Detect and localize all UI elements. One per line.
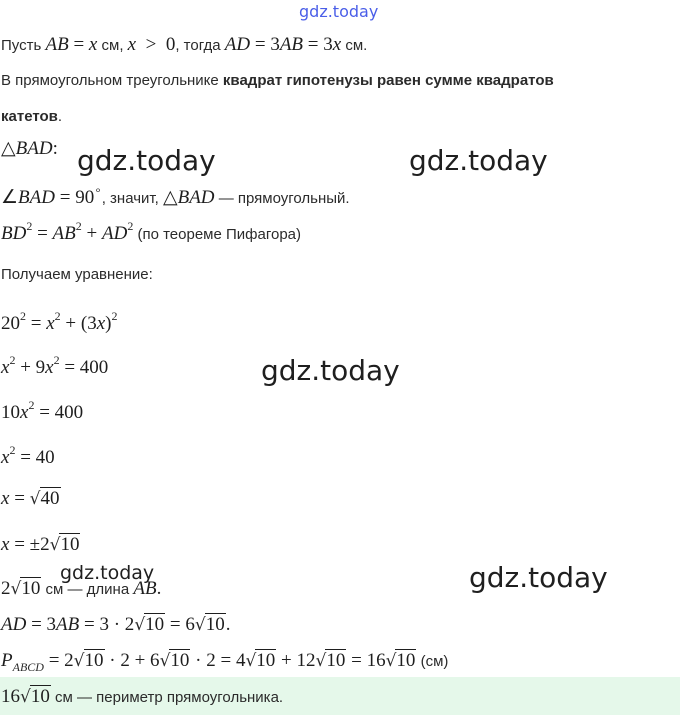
equation-2: $x^2 + 9x^2 = 400$ bbox=[1, 353, 109, 378]
watermark: gdz.today bbox=[60, 562, 155, 584]
equation-4: $x^2 = 40$ bbox=[1, 443, 55, 468]
answer-line: 16√10 см — периметр прямоугольника. bbox=[1, 686, 284, 707]
equation-1: $20^2 = x^2 + (3x)^2$ bbox=[1, 309, 118, 334]
watermark: gdz.today bbox=[469, 561, 608, 594]
line-pythagoras: $BD^2 = AB^2 + AD^2$ (по теореме Пифагора) bbox=[1, 219, 302, 244]
line-ab-length: 2√10 см — длина AB. bbox=[1, 578, 162, 599]
equation-6: x = ±2√10 bbox=[1, 534, 80, 555]
watermark: gdz.today bbox=[77, 144, 216, 177]
line-perimeter-calc: $P_{ABCD} = 2√10 \cdot 2 + 6√10 \cdot 2 = 4√10 + 12√10 = 16√10$ (см) bbox=[1, 650, 449, 674]
line-theorem-statement: В прямоугольном треугольнике квадрат гипотенузы равен сумме квадратов bbox=[1, 72, 554, 89]
line-triangle-bad: △BAD: bbox=[1, 138, 58, 159]
line-right-angle: ∠BAD = 90∘, значит, △BAD — прямоугольный. bbox=[1, 183, 350, 208]
line-equation-label: Получаем уравнение: bbox=[1, 266, 153, 283]
watermark-top: gdz.today bbox=[299, 2, 379, 21]
line-let-ab: Пусть AB = x см, x > 0, тогда AD = 3AB = 3x см. bbox=[1, 34, 368, 55]
watermark: gdz.today bbox=[261, 354, 400, 387]
line-ad-length: AD = 3AB = 3 · 2√10 = 6√10. bbox=[1, 614, 231, 635]
line-theorem-end: катетов. bbox=[1, 108, 63, 125]
watermark: gdz.today bbox=[409, 144, 548, 177]
equation-5: x = √40 bbox=[1, 488, 60, 509]
equation-3: $10x^2 = 400$ bbox=[1, 398, 84, 423]
